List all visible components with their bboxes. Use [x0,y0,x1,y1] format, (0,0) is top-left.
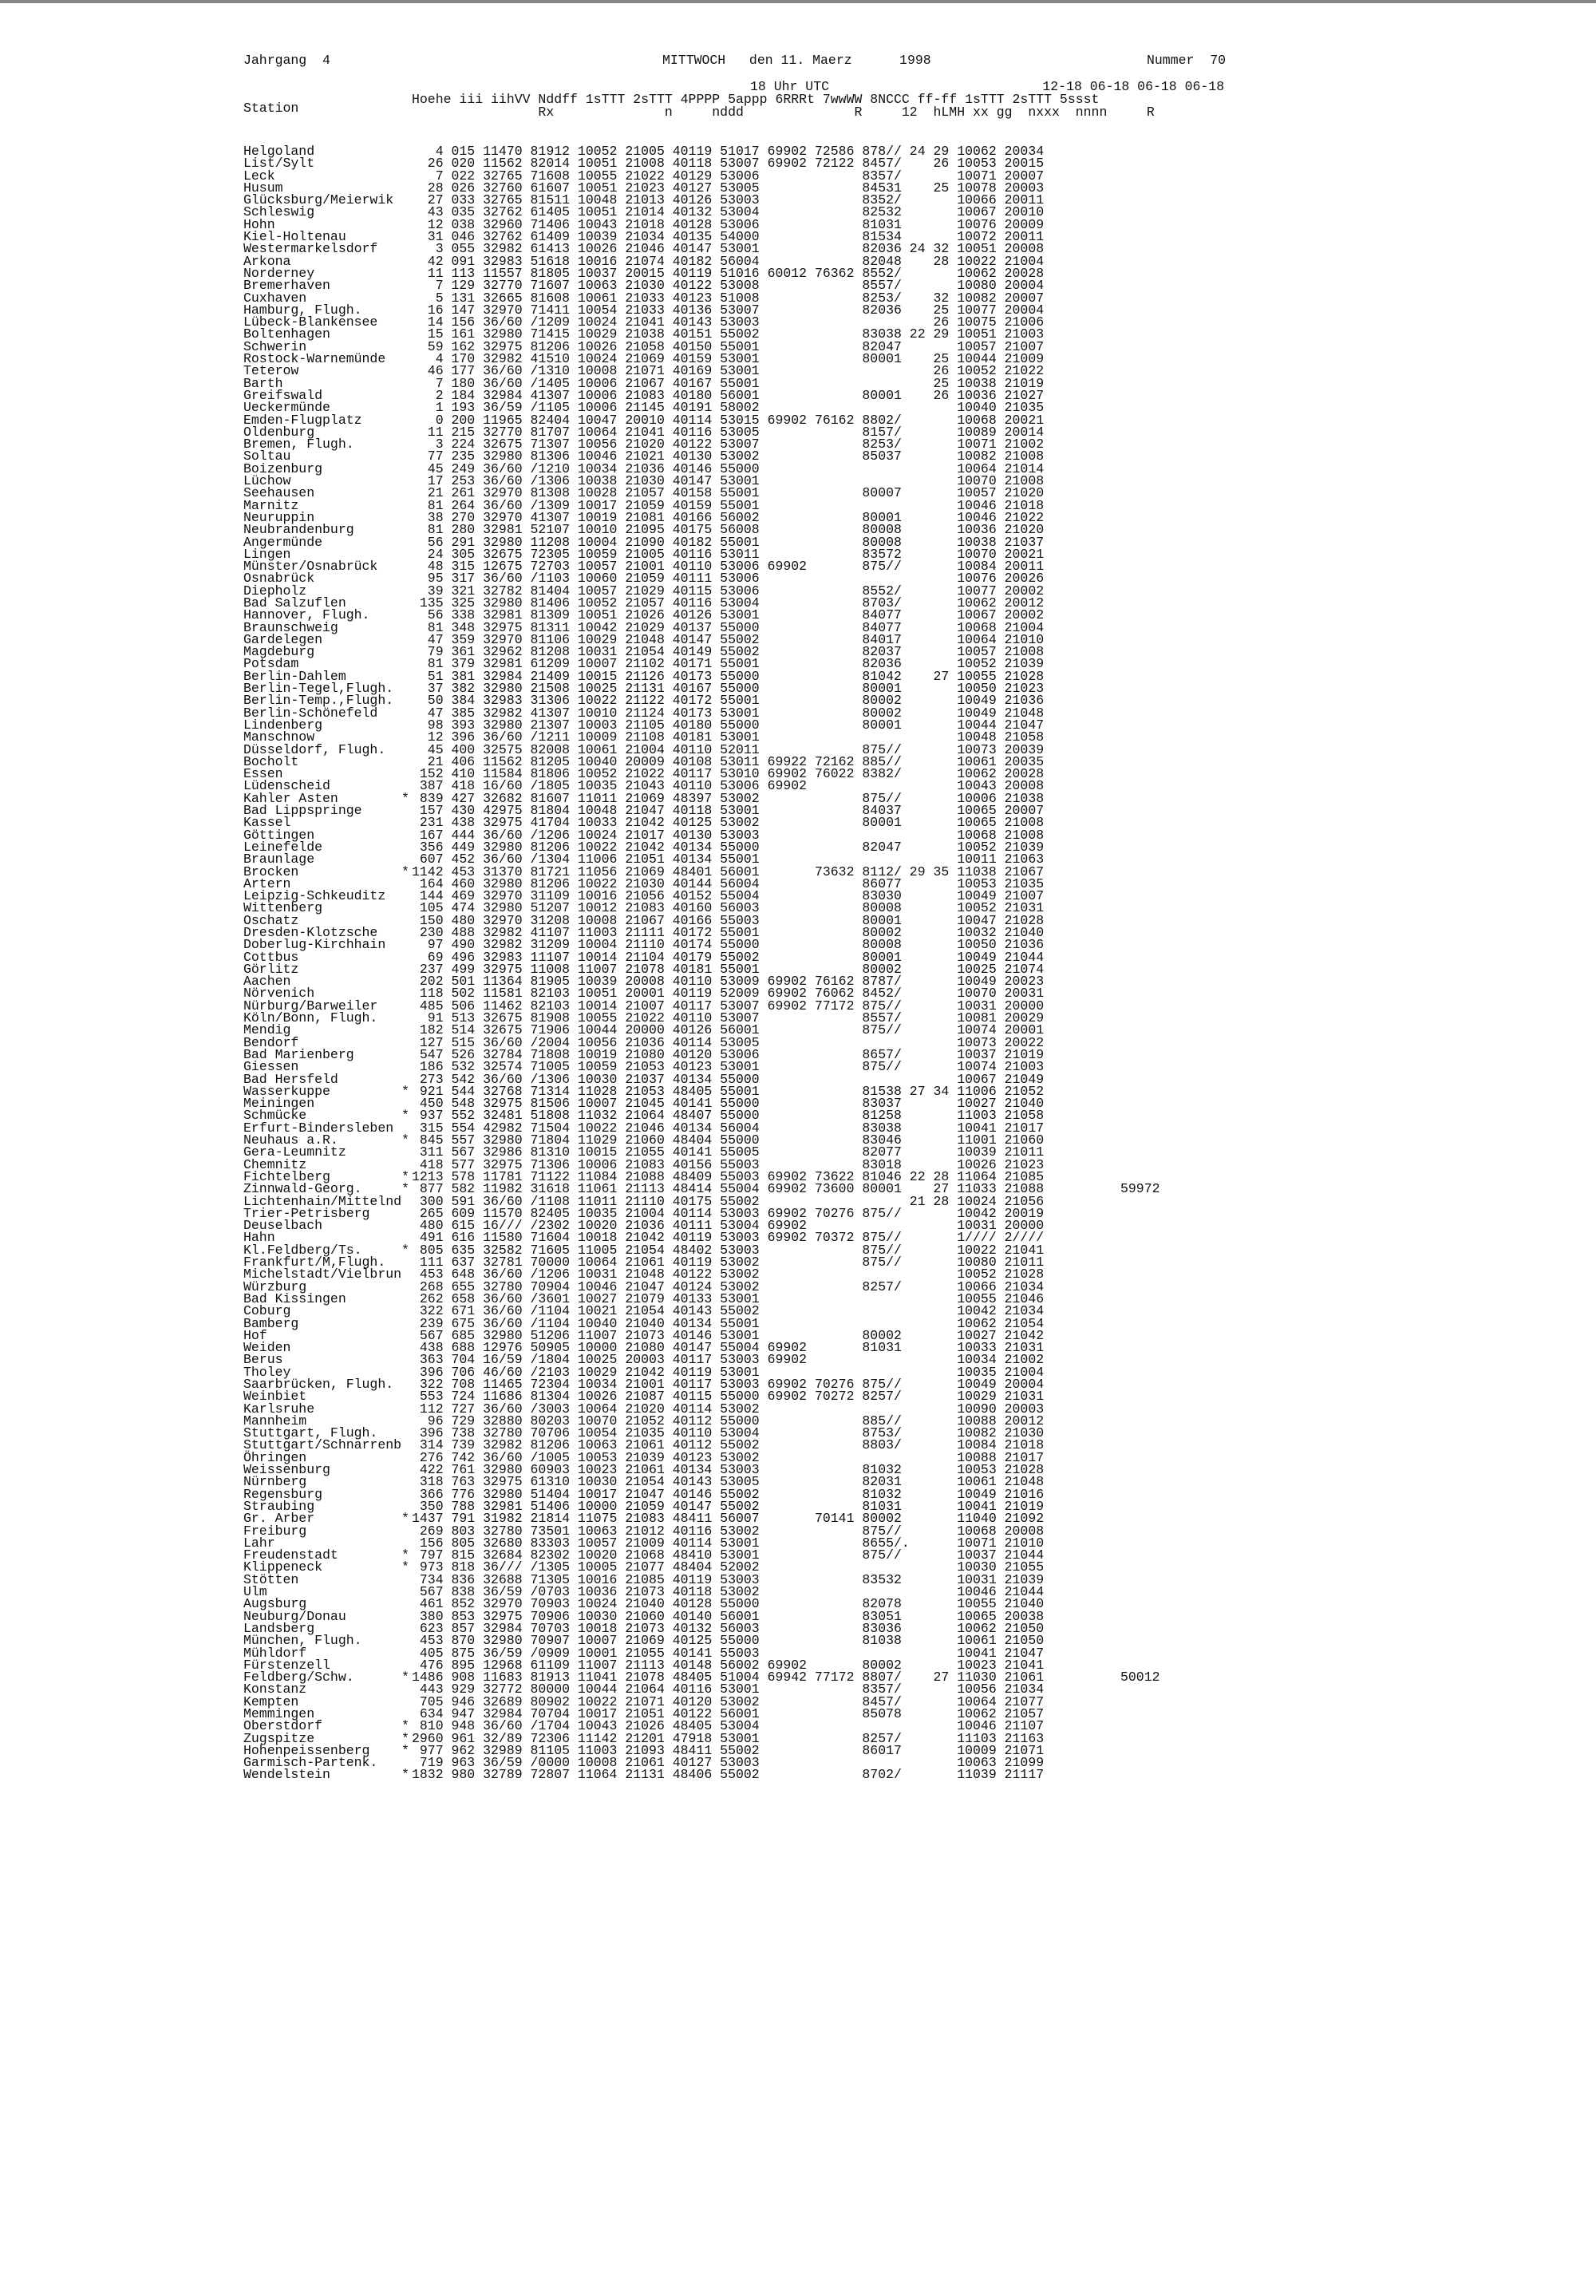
mountain-station-marker: * [401,1181,409,1197]
station-name: Michelstadt/Vielbrun [243,1267,402,1282]
station-data: 96 729 32880 80203 10070 21052 40112 55000 885// 10088 20012 [412,1413,1045,1429]
station-name: Memmingen [243,1706,315,1721]
station-data: 0 200 11965 82404 10047 20010 40114 53015 69902 76162 8802/ 10068 20021 [412,412,1045,428]
station-data: 111 637 32781 70000 10064 21061 40119 53002 875// 10080 21011 [412,1255,1045,1271]
station-name: Hamburg, Flugh. [243,302,362,318]
station-name: Mannheim [243,1413,307,1429]
station-name: Braunlage [243,852,315,867]
station-data: 39 321 32782 81404 10057 21029 40115 53006 8552/ 10077 20002 [412,583,1045,599]
station-data: 1832 980 32789 72807 11064 21131 48406 55002 8702/ 11039 21117 [412,1767,1045,1783]
station-name: Augsburg [243,1596,307,1612]
station-name: Soltau [243,449,291,464]
station-data: 461 852 32970 70903 10024 21040 40128 55000 82078 10055 21040 [412,1596,1045,1612]
station-name: Landsberg [243,1620,315,1636]
station-name: Barth [243,375,283,391]
station-name: Lichtenhain/Mittelnd [243,1193,402,1209]
station-data: 623 857 32984 70703 10018 21073 40132 56003 83036 10062 21050 [412,1620,1045,1636]
station-data: 12 396 36/60 /1211 10009 21108 40181 53001 10048 21058 [412,729,1045,745]
station-name: Wasserkuppe [243,1083,330,1099]
station-name: Berlin-Temp.,Flugh. [243,693,394,709]
station-data: 77 235 32980 81306 10046 21021 40130 53002 85037 10082 21008 [412,449,1045,464]
station-data: 127 515 36/60 /2004 10056 21036 40114 53005 10073 20022 [412,1034,1045,1050]
station-name: Teterow [243,363,299,379]
station-data: 164 460 32980 81206 10022 21030 40144 56004 86077 10053 21035 [412,875,1045,891]
station-data: 27 033 32765 81511 10048 21013 40126 53003 8352/ 10066 20011 [412,192,1045,208]
table-row [0,1767,1596,1783]
mountain-station-marker: * [401,1168,409,1184]
station-data: 356 449 32980 81206 10022 21042 40134 55000 82047 10052 21039 [412,839,1045,855]
station-data: 567 838 36/59 /0703 10036 21073 40118 53002 10046 21044 [412,1584,1045,1600]
station-extra-group: 50012 [1120,1670,1160,1685]
station-data: 1213 578 11781 71122 11084 21088 48409 55003 69902 73622 81046 22 28 11064 21085 [412,1168,1045,1184]
station-name: Klippeneck [243,1559,323,1575]
station-data: 276 742 36/60 /1005 10053 21039 40123 53002 10088 21017 [412,1449,1045,1465]
station-data: 47 359 32970 81106 10029 21048 40147 55002 84017 10064 21010 [412,631,1045,647]
station-name: Mühldorf [243,1645,307,1661]
mountain-station-marker: * [401,1718,409,1734]
station-name: Kl.Feldberg/Ts. [243,1242,362,1258]
station-data: 3 224 32675 71307 10056 21020 40122 53007 8253/ 10071 21002 [412,437,1045,452]
station-name: Hof [243,1327,267,1343]
station-data: 491 616 11580 71604 10018 21042 40119 53003 69902 70372 875// 1//// 2//// [412,1230,1045,1246]
station-name: Mendig [243,1022,291,1038]
station-data: 480 615 16/// /2302 10020 21036 40111 53004 69902 10031 20000 [412,1218,1045,1234]
station-data: 547 526 32784 71808 10019 21080 40120 53006 8657/ 10037 21019 [412,1046,1045,1062]
station-name: Schwerin [243,338,307,354]
station-name: Deuselbach [243,1218,323,1234]
station-data: 48 315 12675 72703 10057 21001 40110 53006 69902 875// 10084 20011 [412,559,1045,575]
station-data: 453 648 36/60 /1206 10031 21048 40122 53002 10052 21028 [412,1267,1045,1282]
station-data: 1 193 36/59 /1105 10006 21145 40191 58002 10040 21035 [412,400,1045,416]
station-name: Hohn [243,216,275,232]
station-name: Gr. Arber [243,1511,315,1527]
station-data: 5 131 32665 81608 10061 21033 40123 51008 8253/ 32 10082 20007 [412,290,1045,306]
station-data: 98 393 32980 21307 10003 21105 40180 55000 80001 10044 21047 [412,717,1045,733]
station-name: Feldberg/Schw. [243,1670,354,1685]
station-name: Weinbiet [243,1389,307,1405]
station-name: Cottbus [243,949,299,965]
station-name: Lüchow [243,473,291,489]
station-data: 31 046 32762 61409 10039 21034 40135 54000 81534 10072 20011 [412,229,1045,245]
station-data: 156 805 32680 83303 10057 21009 40114 53001 8655/. 10071 21010 [412,1535,1045,1551]
station-name: Oberstdorf [243,1718,323,1734]
station-data: 59 162 32975 81206 10026 21058 40150 55001 82047 10057 21007 [412,338,1045,354]
station-name: Münster/Osnabrück [243,559,378,575]
station-data: 300 591 36/60 /1108 11011 21110 40175 55002 21 28 10024 21056 [412,1193,1045,1209]
mountain-station-marker: * [401,863,409,879]
station-name: Nörvenich [243,986,315,1002]
station-name: Frankfurt/M,Flugh. [243,1255,386,1271]
station-data: 387 418 16/60 /1805 10035 21043 40110 53006 69902 10043 20008 [412,778,1045,794]
station-data: 311 567 32986 81310 10015 21055 40141 55005 82077 10039 21011 [412,1144,1045,1160]
station-name: Lingen [243,546,291,562]
station-data: 3 055 32982 61413 10026 21046 40147 53001 82036 24 32 10051 20008 [412,241,1045,257]
station-name: Konstanz [243,1681,307,1697]
station-data: 56 291 32980 11208 10004 21090 40182 55001 80008 10038 21037 [412,534,1045,550]
station-data: 4 170 32982 41510 10024 21069 40159 53001 80001 25 10044 21009 [412,351,1045,367]
station-data: 363 704 16/59 /1804 10025 20003 40117 53003 69902 10034 21002 [412,1352,1045,1368]
station-data: 42 091 32983 51618 10016 21074 40182 56004 82048 28 10022 21004 [412,253,1045,269]
station-name: Angermünde [243,534,323,550]
station-name: Ueckermünde [243,400,330,416]
mountain-station-marker: * [401,1132,409,1148]
station-data: 45 400 32575 82008 10061 21004 40110 52011 875// 10073 20039 [412,741,1045,757]
mountain-station-marker: * [401,790,409,806]
station-data: 91 513 32675 81908 10055 21022 40110 53007 8557/ 10081 20029 [412,1010,1045,1026]
station-name: Freiburg [243,1523,307,1539]
station-name: Greifswald [243,387,323,403]
station-name: Schmücke [243,1108,307,1124]
station-data: 567 685 32980 51206 11007 21073 40146 53001 80002 10027 21042 [412,1327,1045,1343]
station-name: Bad Lippspringe [243,803,362,819]
station-data: 43 035 32762 61405 10051 21014 40132 53004 82532 10067 20010 [412,204,1045,220]
station-name: Magdeburg [243,644,315,660]
station-name: Bad Kissingen [243,1290,346,1306]
station-name: Gardelegen [243,631,323,647]
station-name: Fichtelberg [243,1168,330,1184]
station-name: Garmisch-Partenk. [243,1755,378,1771]
station-name: Weissenburg [243,1462,330,1478]
station-name: Hohenpeissenberg [243,1742,370,1758]
station-name: Westermarkelsdorf [243,241,378,257]
station-name: Öhringen [243,1449,307,1465]
station-name: Stötten [243,1571,299,1587]
station-name: Göttingen [243,827,315,843]
station-name: Saarbrücken, Flugh. [243,1376,394,1392]
station-data: 69 496 32983 11107 10014 21104 40179 55002 80001 10049 21044 [412,949,1045,965]
station-data: 350 788 32981 51406 10000 21059 40147 55002 81031 10041 21019 [412,1498,1045,1514]
station-data: 144 469 32970 31109 10016 21056 40152 55004 83030 10049 21007 [412,888,1045,904]
station-name: Zugspitze [243,1730,315,1746]
station-data: 51 381 32984 21409 10015 21126 40173 55000 81042 27 10055 21028 [412,668,1045,684]
station-data: 231 438 32975 41704 10033 21042 40125 53002 80001 10065 21008 [412,815,1045,831]
station-data: 450 548 32975 81506 10007 21045 40141 55000 83037 10027 21040 [412,1096,1045,1112]
station-data: 705 946 32689 80902 10022 21071 40120 53002 8457/ 10064 21077 [412,1693,1045,1709]
station-name: Helgoland [243,144,315,159]
station-data: 97 490 32982 31209 10004 21110 40174 55000 80008 10050 21036 [412,937,1045,953]
station-data: 79 361 32962 81208 10031 21054 40149 55002 82037 10057 21008 [412,644,1045,660]
station-data: 322 671 36/60 /1104 10021 21054 40143 55002 10042 21034 [412,1303,1045,1319]
station-data: 17 253 36/60 /1306 10038 21030 40147 53001 10070 21008 [412,473,1045,489]
station-data: 157 430 42975 81804 10048 21047 40118 53001 84037 10065 20007 [412,803,1045,819]
station-data: 50 384 32983 31306 10022 21122 40172 55001 80002 10049 21036 [412,693,1045,709]
station-name: Coburg [243,1303,291,1319]
station-name: Arkona [243,253,291,269]
station-name: Essen [243,766,283,782]
station-data: 26 020 11562 82014 10051 21008 40118 53007 69902 72122 8457/ 26 10053 20015 [412,156,1045,172]
station-name: Chemnitz [243,1156,307,1172]
station-data: 21 406 11562 81205 10040 20009 40108 53011 69922 72162 885// 10061 20035 [412,753,1045,769]
station-name: Berlin-Tegel,Flugh. [243,681,394,697]
station-name: Oschatz [243,912,299,928]
station-name: Norderney [243,265,315,281]
station-data: 2960 961 32/89 72306 11142 21201 47918 53001 8257/ 11103 21163 [412,1730,1045,1746]
station-data: 12 038 32960 71406 10043 21018 40128 53006 81031 10076 20009 [412,216,1045,232]
station-name: Kempten [243,1693,299,1709]
station-data: 265 609 11570 82405 10035 21004 40114 53003 69902 70276 875// 10042 20019 [412,1205,1045,1221]
header-columns: Hoehe iii iihVV Nddff 1sTTT 2sTTT 4PPPP 5appp 6RRRt 7wwWW 8NCCC ff-ff 1sTTT 2sTTT 5ssst Rx n nddd R 12 hLMH xx gg nxxx nnnn R [412,92,1155,120]
station-name: Neuburg/Donau [243,1608,346,1624]
scan-edge-line [0,0,1596,3]
station-data: 7 129 32770 71607 10063 21030 40122 53008 8557/ 10080 20004 [412,278,1045,294]
station-data: 366 776 32980 51404 10017 21047 40146 55002 81032 10049 21016 [412,1486,1045,1502]
station-data: 634 947 32984 70704 10017 21051 40122 56001 85078 10062 21057 [412,1706,1045,1721]
station-name: Bad Hersfeld [243,1071,338,1087]
station-data: 973 818 36/// /1305 10005 21077 48404 52002 10030 21055 [412,1559,1045,1575]
station-name: Kahler Asten [243,790,338,806]
station-name: Artern [243,875,291,891]
station-name: Stuttgart/Schnarrenb [243,1437,402,1453]
mountain-station-marker: * [401,1742,409,1758]
station-name: Dresden-Klotzsche [243,925,378,940]
station-data: 734 836 32688 71305 10016 21085 40119 53003 83532 10031 21039 [412,1571,1045,1587]
station-name: Bad Salzuflen [243,595,346,611]
station-data: 476 895 12968 61109 11007 21113 40148 56002 69902 80002 10023 21041 [412,1657,1045,1673]
station-name: Fürstenzell [243,1657,330,1673]
station-name: Ulm [243,1584,267,1600]
station-data: 45 249 36/60 /1210 10034 21036 40146 55000 10064 21014 [412,460,1045,476]
station-data: 81 348 32975 81311 10042 21029 40137 55000 84077 10068 21004 [412,619,1045,635]
station-data: 607 452 36/60 /1304 11006 21051 40134 55001 10011 21063 [412,852,1045,867]
station-data: 152 410 11584 81806 10052 21022 40117 53010 69902 76022 8382/ 10062 20028 [412,766,1045,782]
station-name: Regensburg [243,1486,323,1502]
station-data: 380 853 32975 70906 10030 21060 40140 56001 83051 10065 20038 [412,1608,1045,1624]
station-data: 315 554 42982 71504 10022 21046 40134 56004 83038 10041 21017 [412,1120,1045,1136]
station-data: 396 738 32780 70706 10054 21035 40110 53004 8753/ 10082 21030 [412,1425,1045,1441]
station-name: Aachen [243,974,291,990]
station-name: Lindenberg [243,717,323,733]
station-data: 418 577 32975 71306 10006 21083 40156 55003 83018 10026 21023 [412,1156,1045,1172]
station-data: 38 270 32970 41307 10019 21081 40166 56002 80001 10046 21022 [412,509,1045,525]
station-name: Manschnow [243,729,315,745]
mountain-station-marker: * [401,1083,409,1099]
station-data: 118 502 11581 82103 10051 20001 40119 52009 69902 76062 8452/ 10070 20031 [412,986,1045,1002]
station-data: 553 724 11686 81304 10026 21087 40115 55000 69902 70272 8257/ 10029 21031 [412,1389,1045,1405]
station-name: Schleswig [243,204,315,220]
station-name: Giessen [243,1059,299,1075]
station-data: 239 675 36/60 /1104 10040 21040 40134 55001 10062 21054 [412,1315,1045,1331]
station-name: Oldenburg [243,424,315,440]
station-data: 805 635 32582 71605 11005 21054 48402 53003 875// 10022 21041 [412,1242,1045,1258]
station-name: Bremerhaven [243,278,330,294]
station-name: Osnabrück [243,571,315,587]
station-data: 81 379 32981 61209 10007 21102 40171 55001 82036 10052 21039 [412,656,1045,672]
station-name: Marnitz [243,497,299,513]
station-data: 105 474 32980 51207 10012 21083 40160 56003 80008 10052 21031 [412,900,1045,916]
station-data: 268 655 32780 70904 10046 21047 40124 53002 8257/ 10066 21034 [412,1278,1045,1294]
station-data: 167 444 36/60 /1206 10024 21017 40130 53003 10068 21008 [412,827,1045,843]
station-data: 1142 453 31370 81721 11056 21069 48401 56001 73632 8112/ 29 35 11038 21067 [412,863,1045,879]
station-name: Freudenstadt [243,1547,338,1563]
station-data: 135 325 32980 81406 10052 21057 40116 53004 8703/ 10062 20012 [412,595,1045,611]
station-data: 7 180 36/60 /1405 10006 21067 40167 55001 25 10038 21019 [412,375,1045,391]
station-data: 797 815 32684 82302 10020 21068 48410 53001 875// 10037 21044 [412,1547,1045,1563]
station-data: 47 385 32982 41307 10010 21124 40173 53001 80002 10049 21048 [412,705,1045,721]
station-name: Hannover, Flugh. [243,607,370,623]
station-name: Weiden [243,1340,291,1356]
station-name: Berus [243,1352,283,1368]
station-name: Kiel-Holtenau [243,229,346,245]
station-data: 11 113 11557 81805 10037 20015 40119 51016 60012 76362 8552/ 10062 20028 [412,265,1045,281]
station-name: Stuttgart, Flugh. [243,1425,378,1441]
station-name: Meiningen [243,1096,315,1112]
station-data: 921 544 32768 71314 11028 21053 48405 55001 81538 27 34 11006 21052 [412,1083,1045,1099]
mountain-station-marker: * [401,1730,409,1746]
station-name: Potsdam [243,656,299,672]
station-data: 422 761 32980 60903 10023 21061 40134 53003 81032 10053 21028 [412,1462,1045,1478]
station-data: 485 506 11462 82103 10014 21007 40117 53007 69902 77172 875// 10031 20000 [412,998,1045,1014]
station-name: Bad Marienberg [243,1046,354,1062]
station-name: Doberlug-Kirchhain [243,937,386,953]
station-name: Bremen, Flugh. [243,437,354,452]
mountain-station-marker: * [401,1670,409,1685]
station-data: 396 706 46/60 /2103 10029 21042 40119 53001 10035 21004 [412,1364,1045,1380]
station-name: Nürnberg [243,1474,307,1490]
station-name: Boltenhagen [243,326,330,342]
station-data: 46 177 36/60 /1310 10008 21071 40169 53001 26 10052 21022 [412,363,1045,379]
station-name: Lahr [243,1535,275,1551]
station-name: Trier-Petrisberg [243,1205,370,1221]
station-data: 322 708 11465 72304 10034 21001 40117 53003 69902 70276 875// 10049 20004 [412,1376,1045,1392]
station-name: Wittenberg [243,900,323,916]
issue-number: Nummer 70 [1147,53,1227,68]
station-data: 314 739 32982 81206 10063 21061 40112 55002 8803/ 10084 21018 [412,1437,1045,1453]
station-name: Neuruppin [243,509,315,525]
station-name: Neuhaus a.R. [243,1132,338,1148]
station-data: 7 022 32765 71608 10055 21022 40129 53006 8357/ 10071 20007 [412,168,1045,184]
station-name: Lübeck-Blankensee [243,314,378,330]
station-data: 28 026 32760 61607 10051 21023 40127 53005 84531 25 10078 20003 [412,180,1045,196]
station-data: 14 156 36/60 /1209 10024 21041 40143 53003 26 10075 21006 [412,314,1045,330]
station-name: München, Flugh. [243,1633,362,1649]
station-name: Seehausen [243,485,315,501]
station-name: Nürburg/Barweiler [243,998,378,1014]
station-name: Husum [243,180,283,196]
station-name: Zinnwald-Georg. [243,1181,362,1197]
station-data: 16 147 32970 71411 10054 21033 40136 53007 82036 25 10077 20004 [412,302,1045,318]
station-data: 186 532 32574 71005 10059 21053 40123 53001 875// 10074 21003 [412,1059,1045,1075]
station-name: Diepholz [243,583,307,599]
station-data: 4 015 11470 81912 10052 21005 40119 51017 69902 72586 878// 24 29 10062 20034 [412,144,1045,159]
station-name: Brocken [243,863,299,879]
station-data: 719 963 36/59 /0000 10008 21061 40127 53003 10063 21099 [412,1755,1045,1771]
station-data: 95 317 36/60 /1103 10060 21059 40111 53006 10076 20026 [412,571,1045,587]
header-station-label: Station [243,101,299,116]
station-name: Berlin-Schönefeld [243,705,378,721]
station-data: 273 542 36/60 /1306 10030 21037 40134 55000 10067 21049 [412,1071,1045,1087]
station-data: 202 501 11364 81905 10039 20008 40110 53009 69902 76162 8787/ 10049 20023 [412,974,1045,990]
station-name: Boizenburg [243,460,323,476]
station-data: 262 658 36/60 /3601 10027 21079 40133 53001 10055 21046 [412,1290,1045,1306]
mountain-station-marker: * [401,1547,409,1563]
station-name: Berlin-Dahlem [243,668,346,684]
station-data: 443 929 32772 80000 10044 21064 40116 53001 8357/ 10056 21034 [412,1681,1045,1697]
station-name: Würzburg [243,1278,307,1294]
mountain-station-marker: * [401,1559,409,1575]
station-name: Gera-Leumnitz [243,1144,346,1160]
station-data: 56 338 32981 81309 10051 21026 40126 53001 84077 10067 20002 [412,607,1045,623]
station-data: 937 552 32481 51808 11032 21064 48407 55000 81258 11003 21058 [412,1108,1045,1124]
station-name: Braunschweig [243,619,338,635]
station-data: 150 480 32970 31208 10008 21067 40166 55003 80001 10047 21028 [412,912,1045,928]
station-data: 81 264 36/60 /1309 10017 21059 40159 55001 10046 21018 [412,497,1045,513]
station-name: Cuxhaven [243,290,307,306]
station-data: 318 763 32975 61310 10030 21054 40143 53005 82031 10061 21048 [412,1474,1045,1490]
station-data: 405 875 36/59 /0909 10001 21055 40141 55003 10041 21047 [412,1645,1045,1661]
station-name: Kassel [243,815,291,831]
station-extra-group: 59972 [1120,1181,1160,1197]
station-name: Düsseldorf, Flugh. [243,741,386,757]
station-data: 1486 908 11683 81913 11041 21078 48405 51004 69942 77172 8807/ 27 11030 21061 [412,1670,1045,1685]
station-data: 810 948 36/60 /1704 10043 21026 48405 53004 10046 21107 [412,1718,1045,1734]
station-data: 11 215 32770 81707 10064 21041 40116 53005 8157/ 10089 20014 [412,424,1045,440]
station-name: Bendorf [243,1034,299,1050]
station-name: Wendelstein [243,1767,330,1783]
station-name: Karlsruhe [243,1401,315,1417]
station-data: 453 870 32980 70907 10007 21069 40125 55000 81038 10061 21050 [412,1633,1045,1649]
station-data: 24 305 32675 72305 10059 21005 40116 53011 83572 10070 20021 [412,546,1045,562]
station-name: List/Sylt [243,156,315,172]
station-name: Neubrandenburg [243,522,354,538]
station-data: 845 557 32980 71804 11029 21060 48404 55000 83046 11001 21060 [412,1132,1045,1148]
station-data: 977 962 32989 81105 11003 21093 48411 55002 86017 10009 21071 [412,1742,1045,1758]
station-name: Emden-Flugplatz [243,412,362,428]
station-data: 182 514 32675 71906 10044 20000 40126 56001 875// 10074 20001 [412,1022,1045,1038]
station-data: 230 488 32982 41107 11003 21111 40172 55001 80002 10032 21040 [412,925,1045,940]
station-name: Erfurt-Bindersleben [243,1120,394,1136]
mountain-station-marker: * [401,1511,409,1527]
station-data: 15 161 32980 71415 10029 21038 40151 55002 83038 22 29 10051 21003 [412,326,1045,342]
station-name: Rostock-Warnemünde [243,351,386,367]
station-name: Bamberg [243,1315,299,1331]
station-data: 877 582 11982 31618 11061 21113 48414 55004 69902 73600 80001 27 11033 21088 [412,1181,1045,1197]
station-name: Leck [243,168,275,184]
mountain-station-marker: * [401,1242,409,1258]
station-data: 438 688 12976 50905 10000 21080 40147 55004 69902 81031 10033 21031 [412,1340,1045,1356]
station-name: Leipzig-Schkeuditz [243,888,386,904]
station-data: 81 280 32981 52107 10010 21095 40175 56008 80008 10036 21020 [412,522,1045,538]
station-name: Köln/Bonn, Flugh. [243,1010,378,1026]
station-data: 1437 791 31982 21814 11075 21083 48411 56007 70141 80002 11040 21092 [412,1511,1045,1527]
station-name: Leinefelde [243,839,323,855]
station-data: 237 499 32975 11008 11007 21078 40181 55001 80002 10025 21074 [412,961,1045,977]
station-name: Hahn [243,1230,275,1246]
header-time-line: 18 Uhr UTC 12-18 06-18 06-18 06-18 [750,79,1225,94]
station-data: 2 184 32984 41307 10006 21083 40180 56001 80001 26 10036 21027 [412,387,1045,403]
station-name: Lüdenscheid [243,778,330,794]
station-data: 37 382 32980 21508 10025 21131 40167 55000 80001 10050 21023 [412,681,1045,697]
station-data: 269 803 32780 73501 10063 21012 40116 53002 875// 10068 20008 [412,1523,1045,1539]
issue-date: MITTWOCH den 11. Maerz 1998 [662,53,931,68]
jahrgang: Jahrgang 4 [243,53,330,68]
mountain-station-marker: * [401,1767,409,1783]
station-name: Bocholt [243,753,299,769]
station-data: 839 427 32682 81607 11011 21069 48397 53002 875// 10006 21038 [412,790,1045,806]
station-name: Straubing [243,1498,315,1514]
station-table [0,145,1596,1781]
mountain-station-marker: * [401,1108,409,1124]
station-name: Görlitz [243,961,299,977]
station-name: Tholey [243,1364,291,1380]
station-name: Glücksburg/Meierwik [243,192,394,208]
station-data: 112 727 36/60 /3003 10064 21020 40114 53002 10090 20003 [412,1401,1045,1417]
station-data: 21 261 32970 81308 10028 21057 40158 55001 80007 10057 21020 [412,485,1045,501]
